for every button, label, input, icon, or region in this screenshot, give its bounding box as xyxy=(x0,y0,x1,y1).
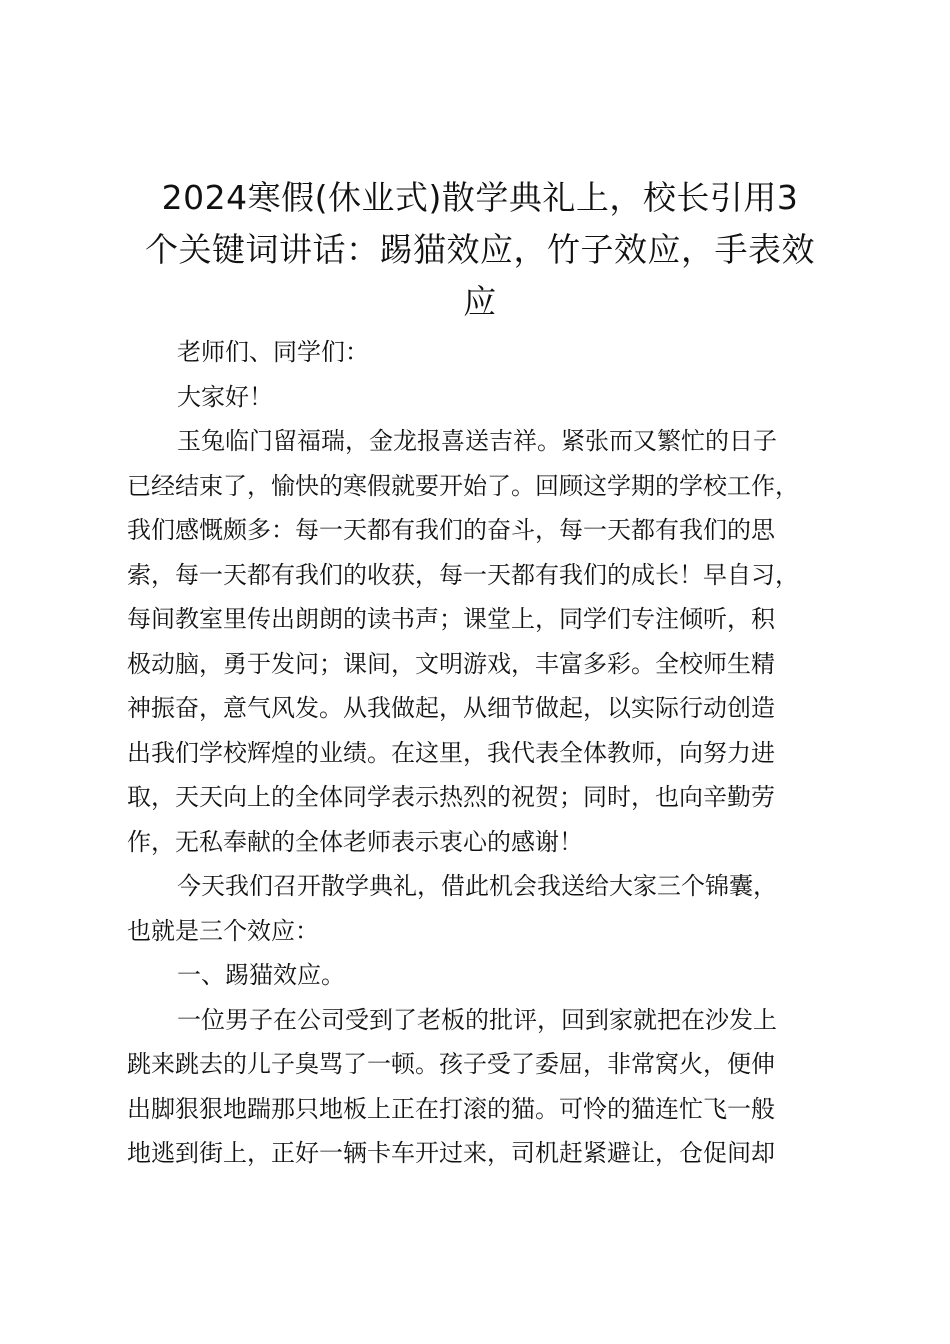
text-line: 一、踢猫效应。 xyxy=(177,961,345,989)
text-line: 我们感慨颇多：每一天都有我们的奋斗，每一天都有我们的思 xyxy=(127,516,775,544)
text-line: 大家好！ xyxy=(177,382,273,411)
text-line: 索，每一天都有我们的收获，每一天都有我们的成长！早自习， xyxy=(127,560,799,589)
text-line: 极动脑，勇于发问；课间，文明游戏，丰富多彩。全校师生精 xyxy=(127,649,775,678)
text-line: 神振奋，意气风发。从我做起，从细节做起，以实际行动创造 xyxy=(127,694,775,722)
title-line: 2024寒假(休业式)散学典礼上，校长引用3 xyxy=(161,178,799,217)
section-heading xyxy=(127,953,857,998)
text-line: 玉兔临门留福瑞，金龙报喜送吉祥。紧张而又繁忙的日子 xyxy=(177,427,777,455)
text-line: 作，无私奉献的全体老师表示衷心的感谢！ xyxy=(127,827,583,856)
paragraph-intro xyxy=(127,864,857,953)
paragraph-review xyxy=(127,419,857,864)
text-line: 地逃到街上，正好一辆卡车开过来，司机赶紧避让，仓促间却 xyxy=(127,1139,775,1167)
text-line: 每间教室里传出朗朗的读书声；课堂上，同学们专注倾听，积 xyxy=(127,605,775,633)
document-title xyxy=(120,172,840,328)
text-line: 也就是三个效应： xyxy=(127,916,319,945)
paragraph-greeting xyxy=(127,375,857,420)
text-line: 跳来跳去的儿子臭骂了一顿。孩子受了委屈，非常窝火，便伸 xyxy=(127,1050,775,1078)
title-line: 应 xyxy=(463,282,497,321)
text-line: 已经结束了，愉快的寒假就要开始了。回顾这学期的学校工作， xyxy=(127,471,799,500)
title-line: 个关键词讲话：踢猫效应，竹子效应，手表效 xyxy=(145,230,815,269)
text-line: 取，天天向上的全体同学表示热烈的祝贺；同时，也向辛勤劳 xyxy=(127,783,775,811)
text-line: 老师们、同学们： xyxy=(177,338,369,366)
text-line: 一位男子在公司受到了老板的批评，回到家就把在沙发上 xyxy=(177,1005,777,1034)
paragraph-salutation xyxy=(127,330,857,375)
paragraph-story xyxy=(127,998,857,1176)
text-line: 出脚狠狠地踹那只地板上正在打滚的猫。可怜的猫连忙飞一般 xyxy=(127,1094,775,1123)
text-line: 出我们学校辉煌的业绩。在这里，我代表全体教师，向努力进 xyxy=(127,738,775,767)
text-line: 今天我们召开散学典礼，借此机会我送给大家三个锦囊， xyxy=(177,872,777,900)
document-body xyxy=(127,330,857,1176)
